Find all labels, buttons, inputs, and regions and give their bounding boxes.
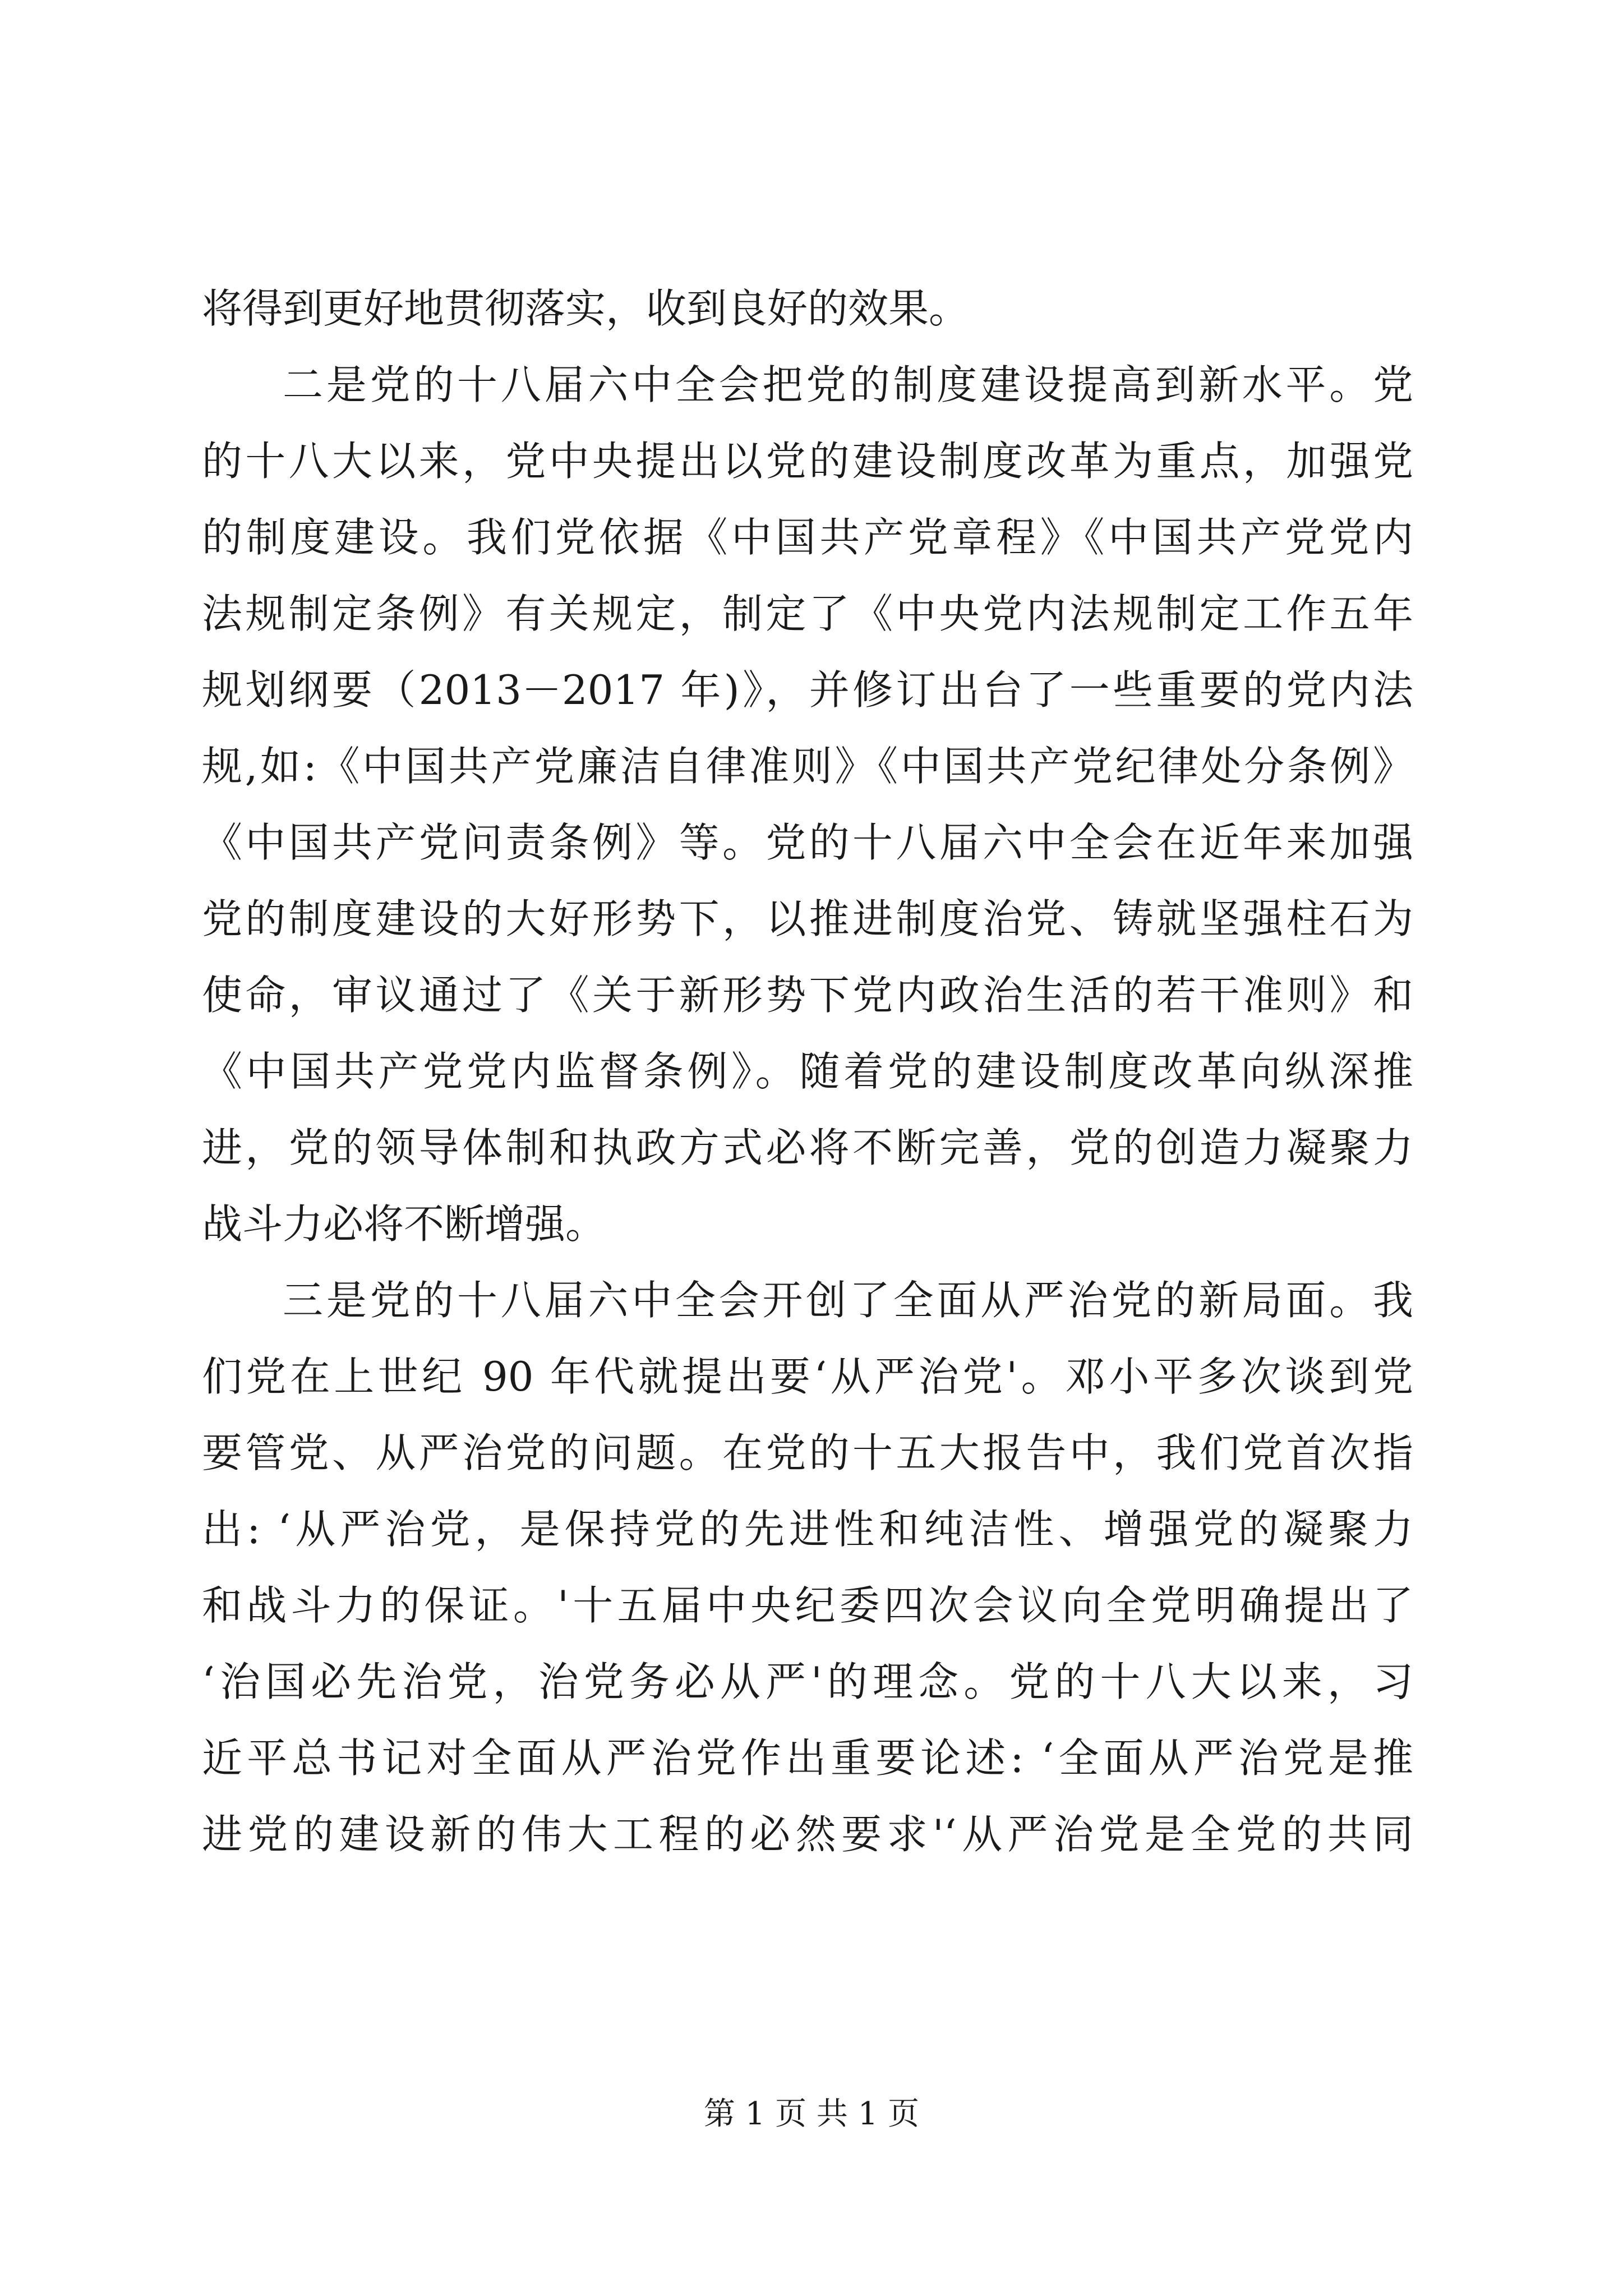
text-line: 们党在上世纪 90 年代就提出要‘从严治党'。邓小平多次谈到党	[202, 1353, 1413, 1400]
text-line: 党的制度建设的大好形势下，以推进制度治党、铸就坚强柱石为	[202, 895, 1413, 942]
text-line: 使命，审议通过了《关于新形势下党内政治生活的若干准则》和	[202, 972, 1413, 1019]
page-footer	[0, 2089, 1623, 2134]
text-line: 出: ‘从严治党，是保持党的先进性和纯洁性、增强党的凝聚力	[202, 1506, 1413, 1553]
text-line: ‘治国必先治党，治党务必从严'的理念。党的十八大以来，习	[202, 1658, 1413, 1705]
text-line: 和战斗力的保证。'十五届中央纪委四次会议向全党明确提出了	[202, 1582, 1413, 1629]
text-line: 规划纲要（2013－2017 年)》，并修订出台了一些重要的党内法	[202, 666, 1413, 714]
page-number-label: 第 1 页 共 1 页	[703, 2096, 920, 2132]
text-line: 要管党、从严治党的问题。在党的十五大报告中，我们党首次指	[202, 1429, 1413, 1476]
text-line: 《中国共产党党内监督条例》。随着党的建设制度改革向纵深推	[202, 1048, 1413, 1095]
text-line: 进党的建设新的伟大工程的必然要求'‘从严治党是全党的共同	[202, 1811, 1413, 1858]
text-line: 法规制定条例》有关规定，制定了《中央党内法规制定工作五年	[202, 590, 1413, 637]
text-line: 战斗力必将不断增强。	[202, 1200, 606, 1248]
text-line: 的制度建设。我们党依据《中国共产党章程》《中国共产党党内	[202, 514, 1413, 561]
body-text	[202, 270, 1413, 1872]
text-line: 进，党的领导体制和执政方式必将不断完善，党的创造力凝聚力	[202, 1124, 1413, 1171]
text-line: 规,如:《中国共产党廉洁自律准则》《中国共产党纪律处分条例》	[202, 743, 1413, 790]
text-line: 近平总书记对全面从严治党作出重要论述: ‘全面从严治党是推	[202, 1734, 1413, 1782]
text-line: 将得到更好地贯彻落实，收到良好的效果。	[202, 285, 970, 332]
text-line: 《中国共产党问责条例》等。党的十八届六中全会在近年来加强	[202, 819, 1413, 866]
text-line: 三是党的十八届六中全会开创了全面从严治党的新局面。我	[283, 1277, 1413, 1324]
text-line: 的十八大以来，党中央提出以党的建设制度改革为重点，加强党	[202, 438, 1413, 485]
text-line: 二是党的十八届六中全会把党的制度建设提高到新水平。党	[283, 361, 1413, 408]
